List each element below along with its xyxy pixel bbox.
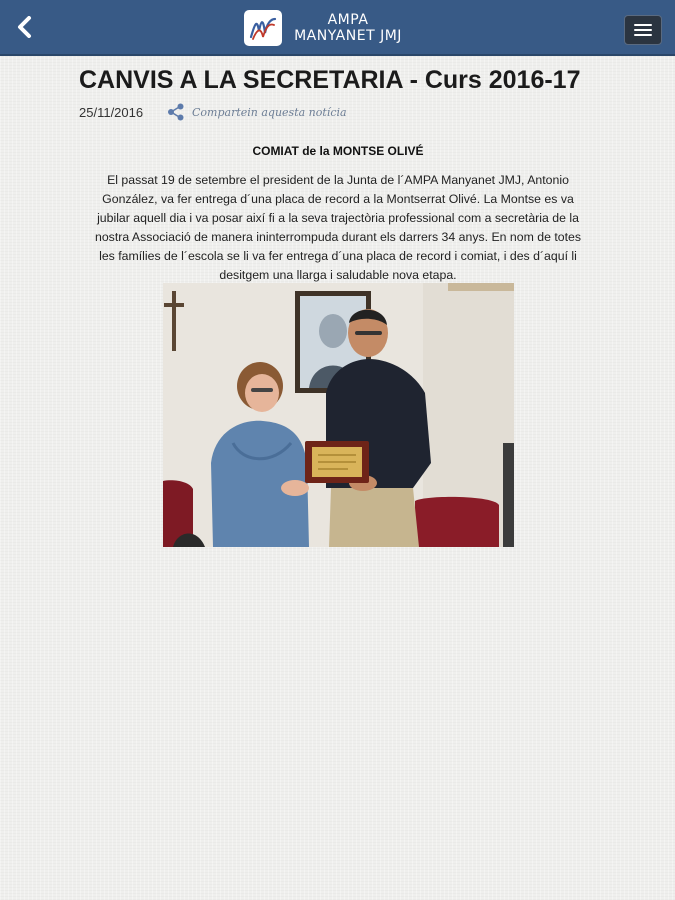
ampa-logo — [244, 10, 282, 46]
body-line: González, va fer entrega d´una placa de record a la Montserrat Olivé. La Montse es va — [102, 192, 574, 206]
top-app-bar — [0, 0, 675, 56]
logo-mark-icon — [247, 13, 279, 43]
hamburger-menu-icon — [634, 24, 652, 26]
article-meta — [79, 102, 347, 122]
hamburger-menu-icon — [634, 34, 652, 36]
chevron-left-icon — [16, 16, 34, 38]
body-line: jubilar aquell dia i va posar així fi a la seva trajectòria professional com a secretària de la — [97, 211, 579, 225]
article-photo — [163, 283, 514, 547]
article-date: 25/11/2016 — [79, 104, 144, 120]
brand-line-2: MANYANET JMJ — [294, 28, 402, 44]
body-line: desitgem una llarga i saludable nova etapa. — [219, 268, 457, 282]
share-icon — [166, 102, 186, 122]
body-line: El passat 19 de setembre el president de la Junta de l´AMPA Manyanet JMJ, Antonio — [107, 173, 569, 187]
article-title: CANVIS A LA SECRETARIA - Curs 2016-17 — [79, 66, 581, 94]
article-body — [79, 171, 597, 285]
share-label: Compartein aquesta notícia — [192, 105, 347, 119]
brand-name — [286, 12, 410, 44]
article-subheading: COMIAT de la MONTSE OLIVÉ — [252, 144, 424, 158]
body-line: nostra Associació de manera ininterrompuda durant els darrers 34 anys. En nom de totes — [95, 230, 581, 244]
share-link[interactable] — [166, 102, 347, 122]
back-button[interactable] — [10, 10, 40, 44]
hamburger-menu-icon — [634, 29, 652, 31]
body-line: les famílies de l´escola se li va fer entrega d´una placa de record i comiat, i des d´aquí li — [99, 249, 577, 263]
photo-illustration — [163, 283, 514, 547]
menu-button[interactable] — [624, 15, 662, 45]
brand-line-1: AMPA — [327, 12, 369, 28]
